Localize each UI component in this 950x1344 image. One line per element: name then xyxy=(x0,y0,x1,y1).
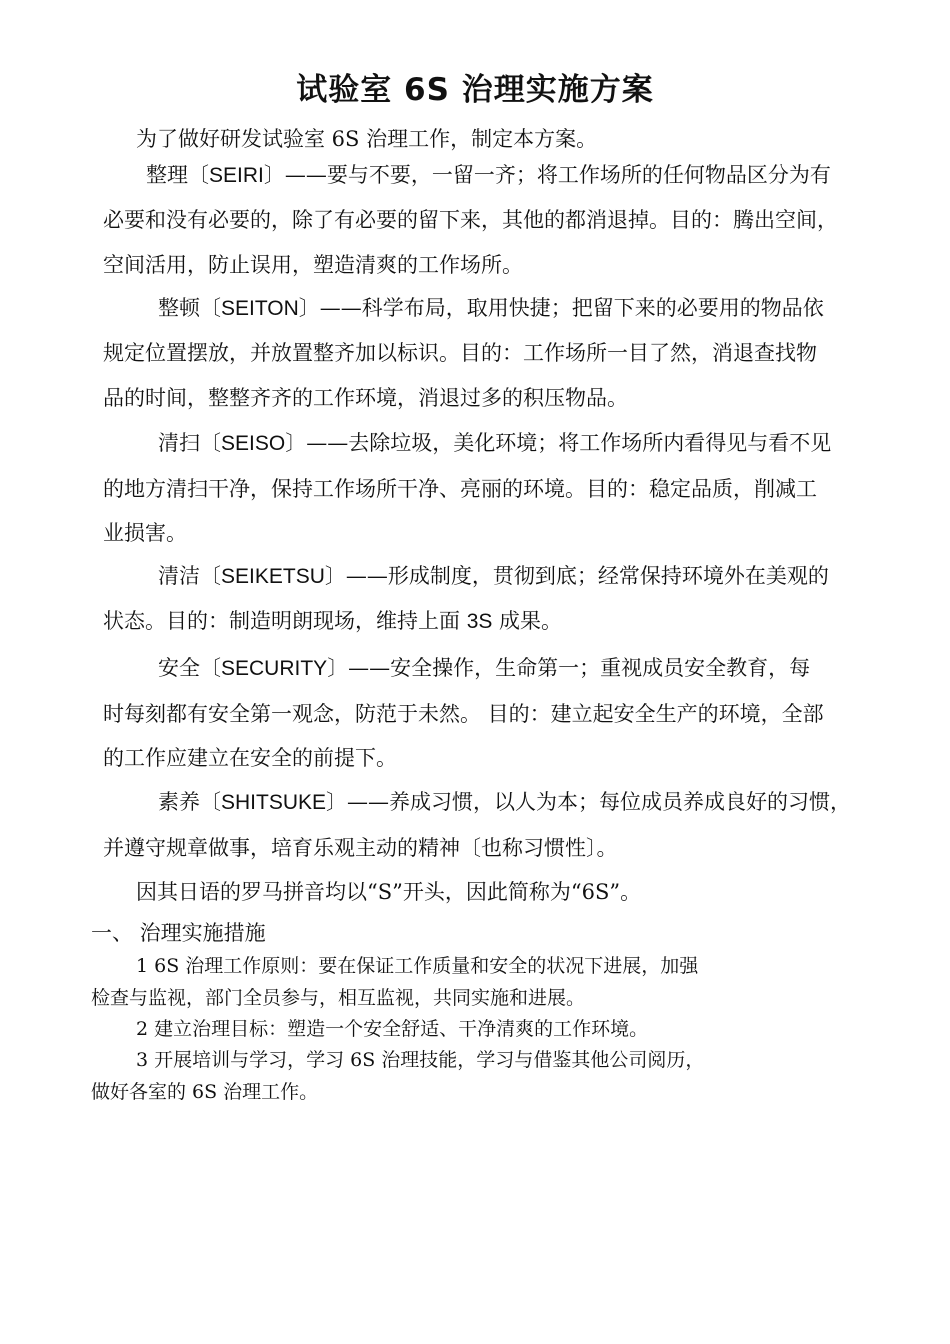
item-seiso-line: 的地方清扫干净，保持工作场所干净、亮丽的环境。目的：稳定品质，削减工 xyxy=(103,477,817,501)
item-text: 〕——养成习惯，以人为本；每位成员养成良好的习惯， xyxy=(326,790,852,814)
item-security-line: 时每刻都有安全第一观念，防范于未然。 目的：建立起安全生产的环境，全部 xyxy=(103,702,824,726)
item-term: SEISO xyxy=(221,432,286,455)
item-seiton-line: 品的时间，整整齐齐的工作环境，消退过多的积压物品。 xyxy=(103,386,628,410)
item-seiketsu-line xyxy=(103,606,562,637)
item-seiri-line: 必要和没有必要的，除了有必要的留下来，其他的都消退掉。目的：腾出空间， xyxy=(103,208,838,232)
measure-line: 做好各室的 6S 治理工作。 xyxy=(91,1081,319,1103)
measure-line: 3 开展培训与学习，学习 6S 治理技能，学习与借鉴其他公司阅历， xyxy=(136,1049,705,1071)
item-security-line: 的工作应建立在安全的前提下。 xyxy=(103,746,397,770)
item-seiri-line: 空间活用，防止误用，塑造清爽的工作场所。 xyxy=(103,253,523,277)
item-shitsuke-line: 并遵守规章做事，培育乐观主动的精神〔也称习惯性〕。 xyxy=(103,836,618,860)
item-seiketsu-heading xyxy=(158,561,829,592)
item-name: 整理〔 xyxy=(146,163,209,187)
intro-paragraph: 为了做好研发试验室 6S 治理工作，制定本方案。 xyxy=(136,127,598,151)
measure-line: 2 建立治理目标：塑造一个安全舒适、干净清爽的工作环境。 xyxy=(136,1018,649,1040)
measure-line: 1 6S 治理工作原则：要在保证工作质量和安全的状况下进展，加强 xyxy=(136,955,699,977)
item-seiso-line: 业损害。 xyxy=(103,521,187,545)
line-term: 3S xyxy=(466,610,493,633)
item-text: 〕——要与不要，一留一齐；将工作场所的任何物品区分为有 xyxy=(263,163,831,187)
item-seiton-heading xyxy=(158,293,824,324)
item-term: SHITSUKE xyxy=(221,791,327,814)
item-text: 〕——科学布局，取用快捷；把留下来的必要用的物品依 xyxy=(298,296,824,320)
item-term: SEITON xyxy=(221,297,299,320)
line-text: 成果。 xyxy=(492,609,563,633)
section-heading: 一、 治理实施措施 xyxy=(91,921,266,945)
item-shitsuke-heading xyxy=(158,787,851,818)
item-name: 整顿〔 xyxy=(158,296,221,320)
item-name: 清扫〔 xyxy=(158,431,221,455)
item-name: 安全〔 xyxy=(158,656,221,680)
measure-line: 检查与监视，部门全员参与，相互监视，共同实施和进展。 xyxy=(91,987,586,1009)
item-seiri-heading xyxy=(146,160,831,191)
item-security-heading xyxy=(158,653,810,684)
item-name: 素养〔 xyxy=(158,790,221,814)
item-term: SEIRI xyxy=(209,164,264,187)
document-title: 试验室 6S 治理实施方案 xyxy=(296,72,654,108)
item-seiton-line: 规定位置摆放，并放置整齐加以标识。目的：工作场所一目了然，消退查找物 xyxy=(103,341,817,365)
item-term: SECURITY xyxy=(221,657,328,680)
item-seiso-heading xyxy=(158,428,831,459)
item-text: 〕——安全操作，生命第一；重视成员安全教育，每 xyxy=(327,656,811,680)
line-text: 状态。目的：制造明朗现场，维持上面 xyxy=(103,609,467,633)
item-text: 〕——去除垃圾，美化环境；将工作场所内看得见与看不见 xyxy=(285,431,832,455)
item-term: SEIKETSU xyxy=(221,565,325,588)
item-text: 〕——形成制度，贯彻到底；经常保持环境外在美观的 xyxy=(324,564,829,588)
summary-paragraph: 因其日语的罗马拼音均以“S”开头，因此简称为“6S”。 xyxy=(136,880,642,904)
item-name: 清洁〔 xyxy=(158,564,221,588)
